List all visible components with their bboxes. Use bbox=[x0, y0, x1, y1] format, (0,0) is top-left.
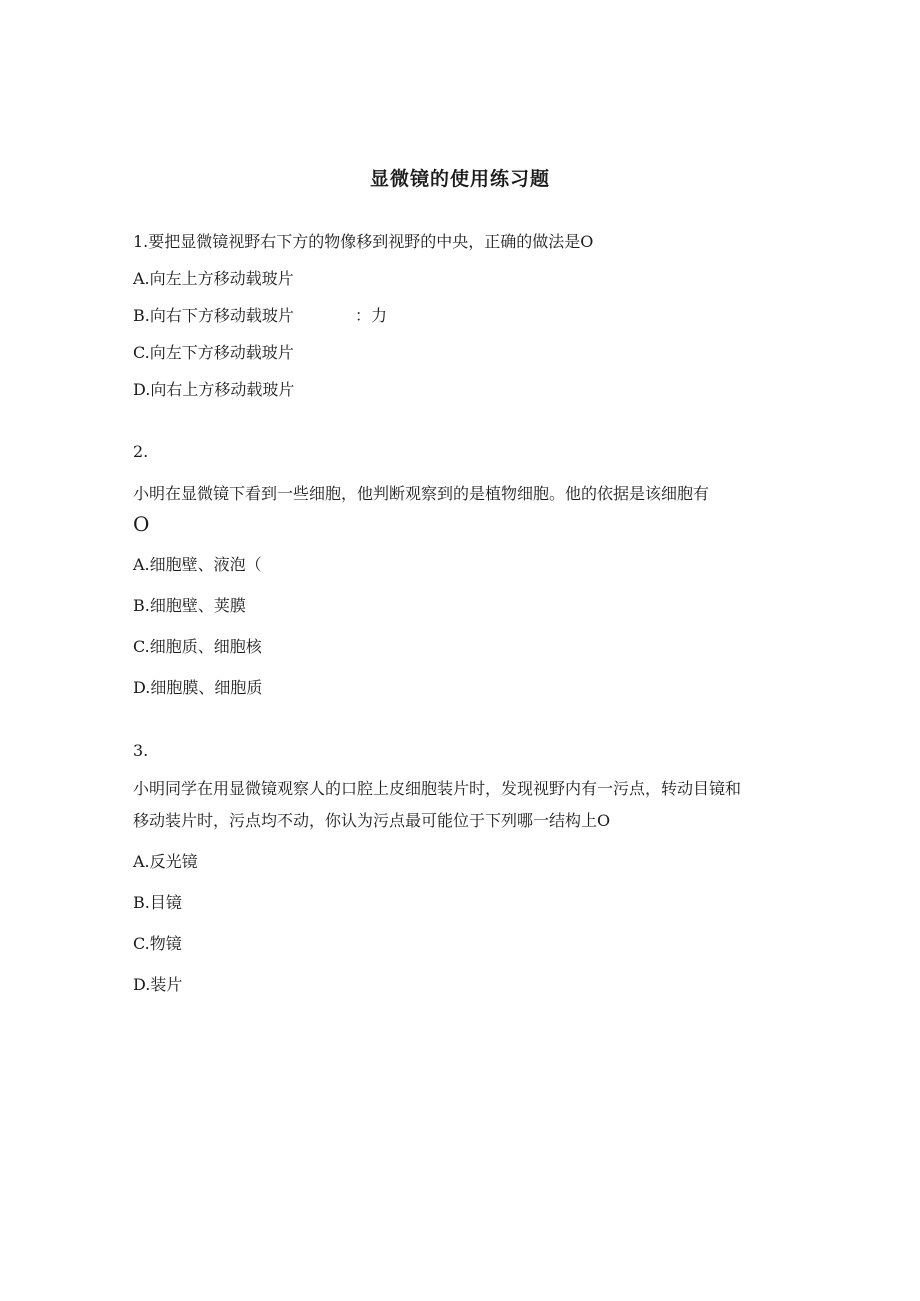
question-3-stem-line-1: 小明同学在用显微镜观察人的口腔上皮细胞装片时，发现视野内有一污点，转动目镜和 bbox=[133, 779, 742, 798]
question-1-stray-mark: ：力 bbox=[355, 306, 388, 325]
question-3-option-b: B.目镜 bbox=[133, 893, 182, 912]
question-3-option-c: C.物镜 bbox=[133, 934, 182, 953]
question-2-option-b: B.细胞壁、荚膜 bbox=[133, 596, 246, 615]
question-1-stem: 1.要把显微镜视野右下方的物像移到视野的中央，正确的做法是O bbox=[133, 232, 594, 251]
question-1-option-d: D.向右上方移动载玻片 bbox=[133, 380, 295, 399]
question-3-number: 3. bbox=[133, 741, 149, 760]
question-3-option-d: D.装片 bbox=[133, 975, 183, 994]
question-2-option-a: A.细胞壁、液泡（ bbox=[133, 555, 262, 574]
question-2-stem: 小明在显微镜下看到一些细胞，他判断观察到的是植物细胞。他的依据是该细胞有 bbox=[133, 484, 710, 503]
question-1-option-b: B.向右下方移动载玻片 bbox=[133, 306, 294, 325]
question-2-number: 2. bbox=[133, 442, 149, 461]
question-1-option-a: A.向左上方移动载玻片 bbox=[133, 269, 294, 288]
question-3-option-a: A.反光镜 bbox=[133, 852, 198, 871]
question-2-stem-end: O bbox=[133, 512, 150, 536]
question-1-option-c: C.向左下方移动载玻片 bbox=[133, 343, 294, 362]
page-title: 显微镜的使用练习题 bbox=[369, 168, 550, 190]
question-3-stem-line-2: 移动装片时，污点均不动，你认为污点最可能位于下列哪一结构上O bbox=[133, 811, 611, 830]
question-2-option-d: D.细胞膜、细胞质 bbox=[133, 678, 263, 697]
question-2-option-c: C.细胞质、细胞核 bbox=[133, 637, 262, 656]
